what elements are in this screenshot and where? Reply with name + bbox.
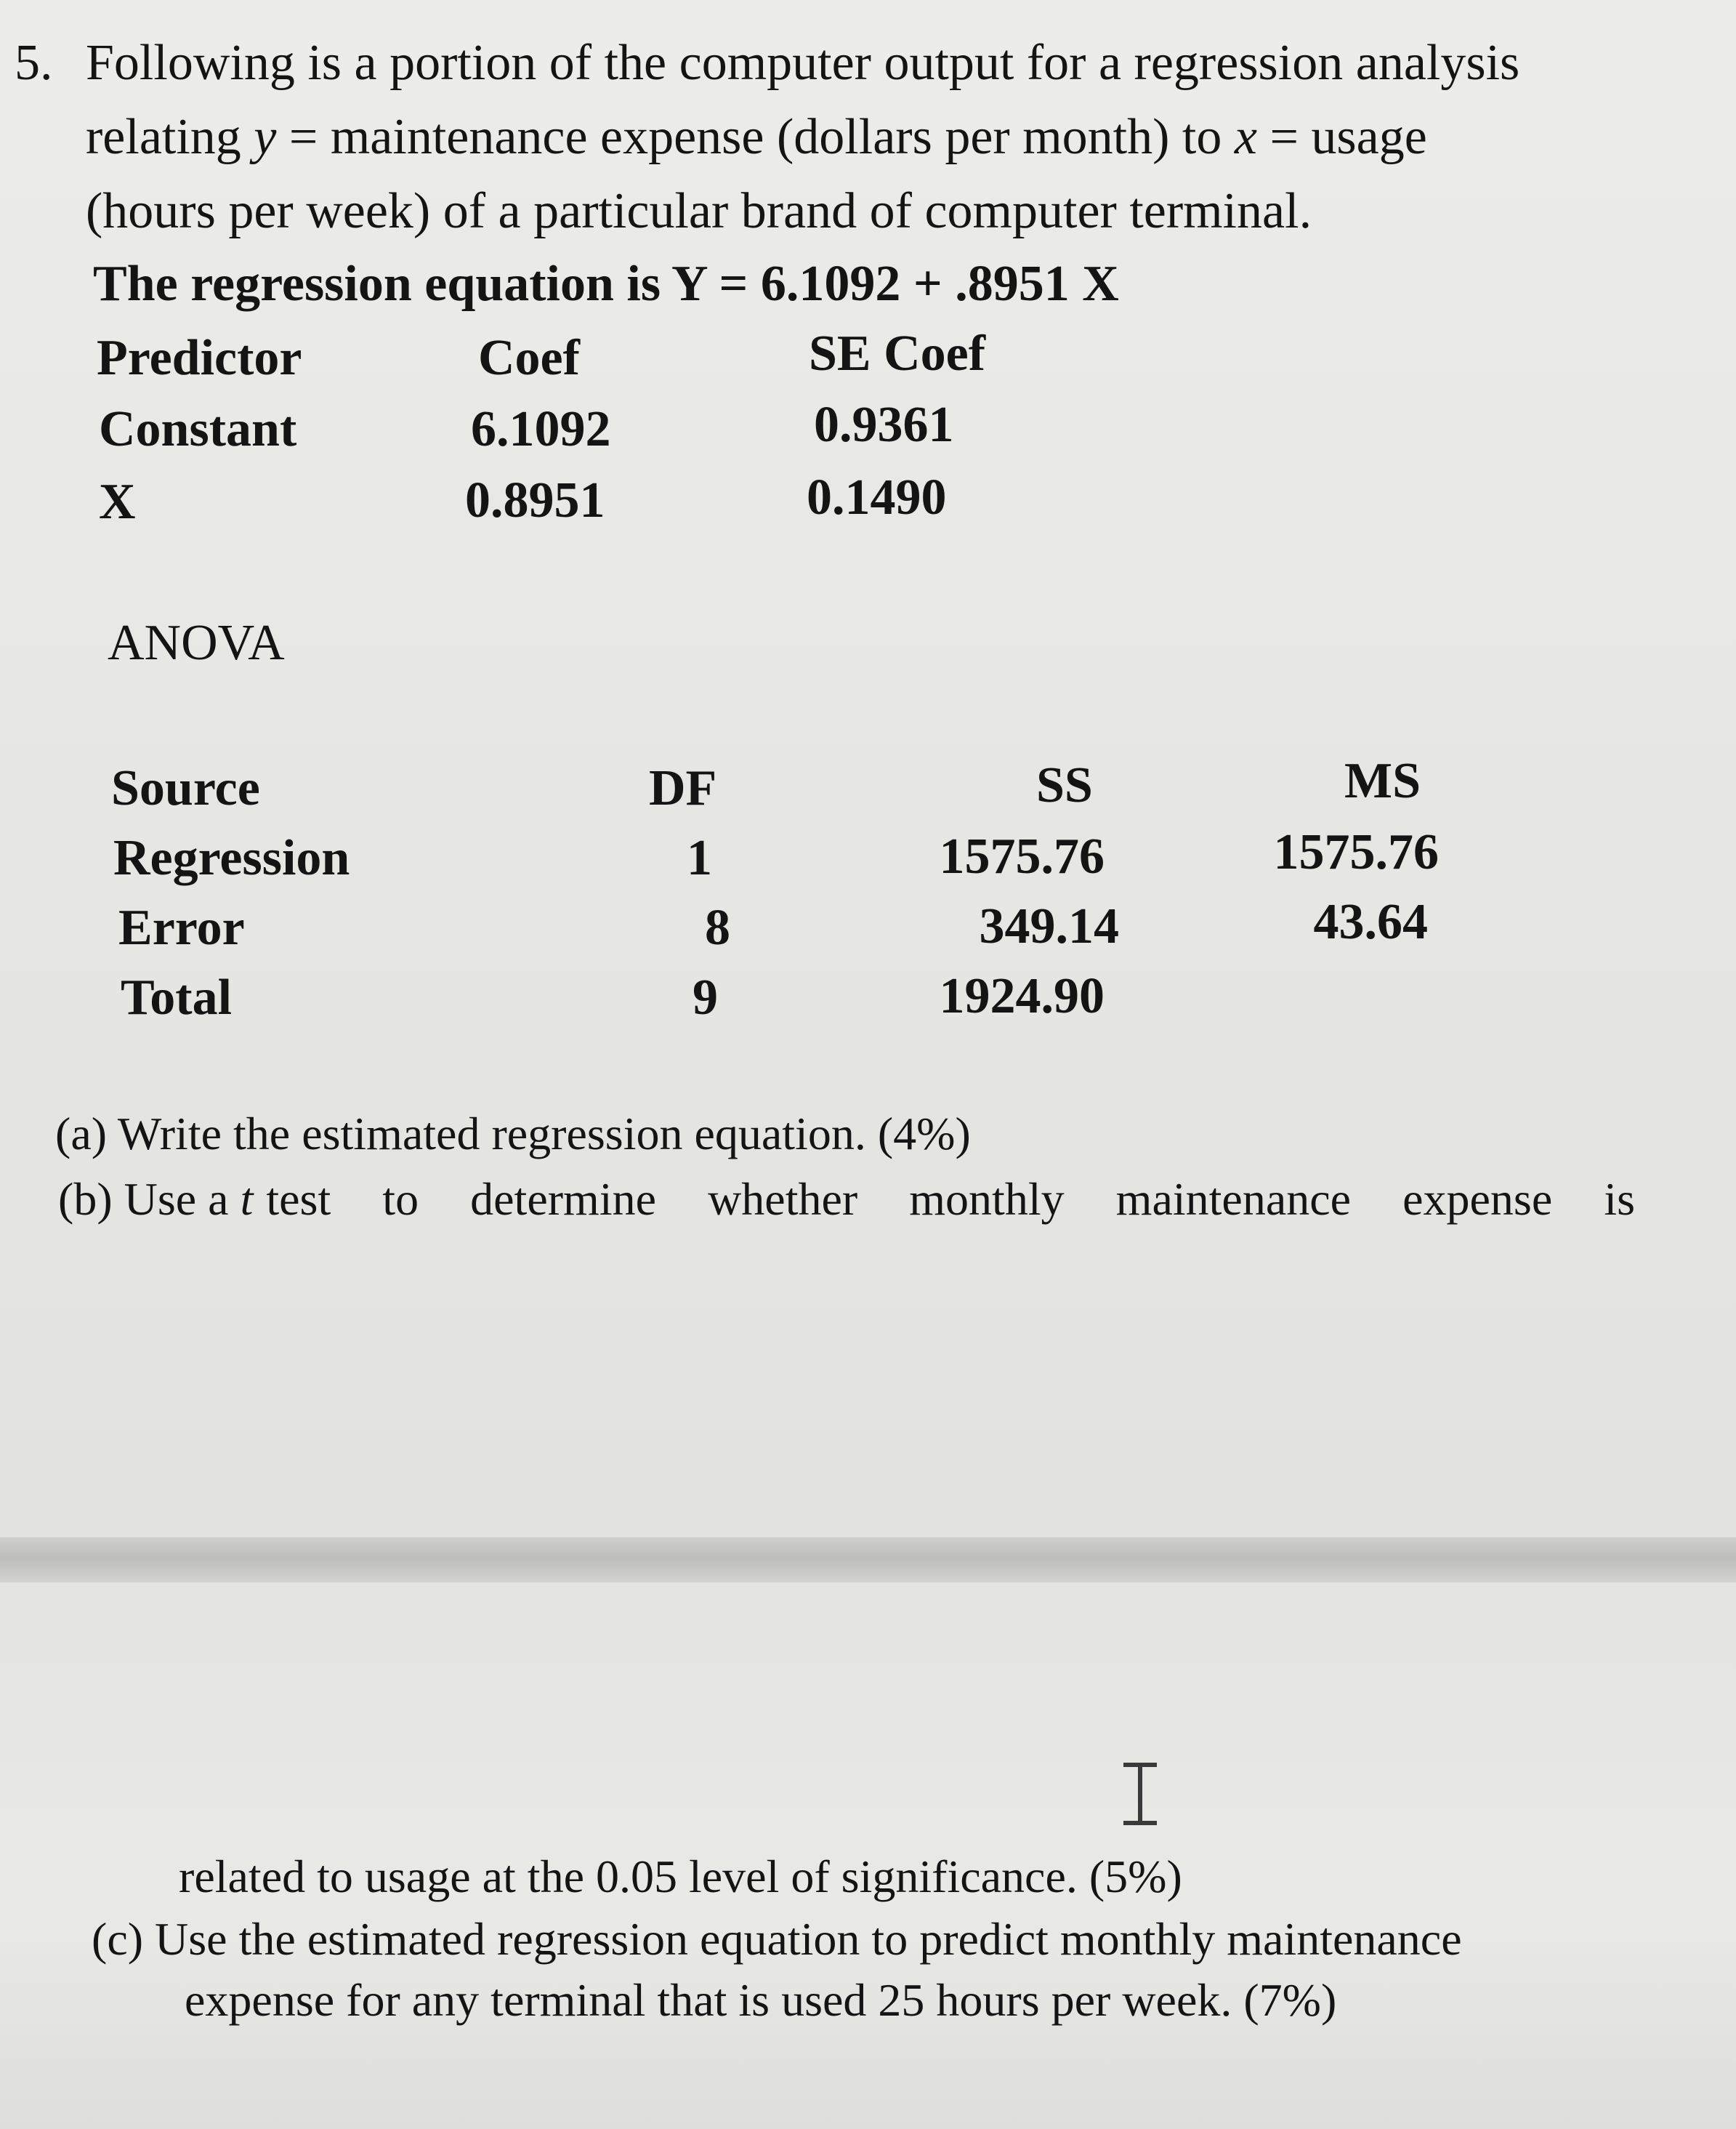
anova-header-ms: MS: [1344, 753, 1421, 809]
question-line-1: Following is a portion of the computer output for a regression analysis: [86, 35, 1520, 91]
anova-header-source: Source: [111, 760, 260, 816]
anova-row-regression-df: 1: [687, 830, 712, 886]
anova-row-error-df: 8: [705, 900, 730, 956]
coef-header-coef: Coef: [478, 330, 580, 386]
anova-row-regression-ms: 1575.76: [1273, 824, 1439, 880]
anova-row-error-ss: 349.14: [979, 898, 1119, 954]
anova-row-total-source: Total: [121, 970, 233, 1026]
question-number: 5.: [15, 35, 53, 91]
question-line-3: (hours per week) of a particular brand of computer terminal.: [86, 183, 1312, 239]
regression-equation: The regression equation is Y = 6.1092 + .8951 X: [93, 256, 1119, 312]
coef-row-constant-coef: 6.1092: [471, 401, 611, 457]
part-b-line-1: [58, 1173, 1635, 1225]
text-cursor-icon: [1123, 1763, 1157, 1825]
anova-header-df: DF: [649, 760, 717, 816]
coef-row-x-label: X: [99, 474, 136, 530]
anova-row-error-ms: 43.64: [1313, 894, 1428, 950]
variable-x: x: [1234, 109, 1257, 165]
anova-row-total-ss: 1924.90: [939, 968, 1105, 1024]
question-line-2-part-a: relating: [86, 109, 254, 165]
variable-y: y: [254, 109, 277, 165]
question-line-2: [86, 109, 1427, 165]
coef-row-constant-label: Constant: [99, 401, 297, 457]
part-b-prefix: [58, 1173, 254, 1225]
part-b-prefix-text: (b) Use a: [58, 1173, 241, 1225]
coef-header-predictor: Predictor: [97, 330, 302, 386]
coef-row-constant-se: 0.9361: [814, 397, 954, 453]
part-b-suffix: test to determine whether monthly maintenance expense is: [266, 1173, 1635, 1225]
anova-row-regression-source: Regression: [113, 830, 350, 886]
question-line-2-part-c: = usage: [1256, 109, 1427, 165]
anova-row-error-source: Error: [118, 900, 245, 956]
part-c-line-2: expense for any terminal that is used 25 hours per week. (7%): [185, 1974, 1337, 2026]
part-b-line-2: related to usage at the 0.05 level of significance. (5%): [179, 1851, 1182, 1902]
anova-title: ANOVA: [108, 615, 285, 671]
screen-divider-band: [0, 1537, 1736, 1582]
coef-row-x-se: 0.1490: [807, 470, 947, 526]
anova-header-ss: SS: [1036, 757, 1093, 813]
part-c-line-1: (c) Use the estimated regression equation to predict monthly maintenance: [92, 1913, 1462, 1965]
question-line-2-part-b: = maintenance expense (dollars per month) to: [276, 109, 1235, 165]
anova-row-total-df: 9: [693, 970, 718, 1026]
coef-header-se: SE Coef: [809, 326, 986, 382]
part-a: (a) Write the estimated regression equation. (4%): [55, 1108, 971, 1159]
coef-row-x-coef: 0.8951: [465, 472, 605, 528]
anova-row-regression-ss: 1575.76: [939, 829, 1105, 885]
variable-t: t: [240, 1173, 254, 1225]
